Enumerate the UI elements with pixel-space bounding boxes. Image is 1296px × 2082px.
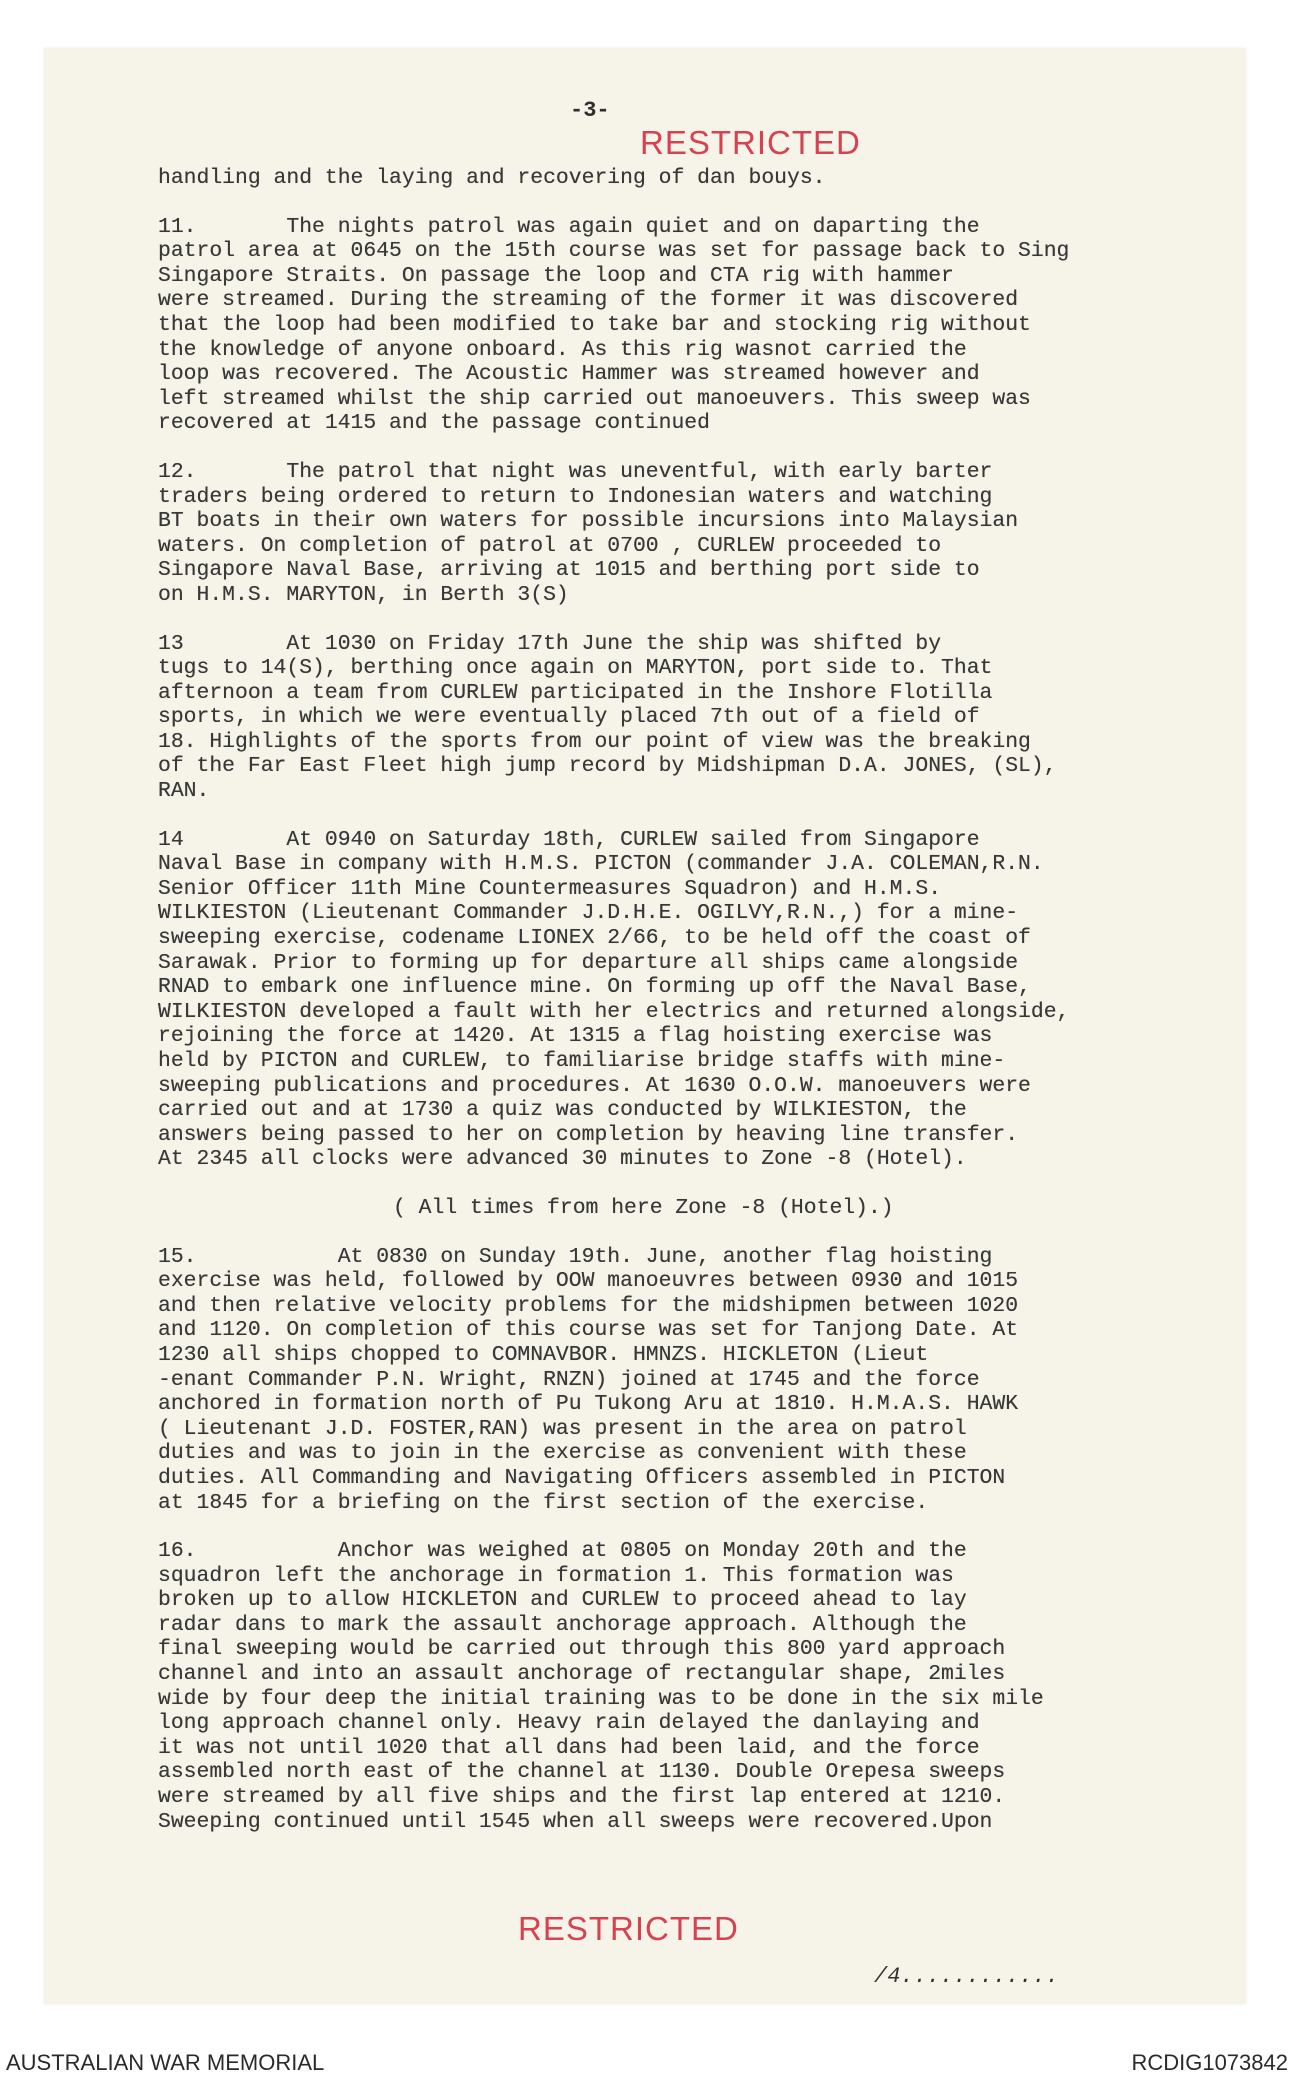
document-body: [158, 166, 1218, 1858]
paragraph-14: 14 At 0940 on Saturday 18th, CURLEW sailed from Singapore Naval Base in company with H.M.S. PICTON (commander J.A. COLEMAN,R.N. Senior Officer 11th Mine Countermeasures Squadron) and H.M.S. WILKIESTON (Lieutenant Commander J.D.H.E. OGILVY,R.N.,) for a mine- sweeping exercise, codename LIONEX 2/66, to be held off the coast of Sarawak. Prior to forming up for departure all ships came alongside RNAD to embark one influence mine. On forming up off the Naval Base, WILKIESTON developed a fault with her electrics and returned alongside, rejoining the force at 1420. At 1315 a flag hoisting exercise was held by PICTON and CURLEW, to familiarise bridge staffs with mine- sweeping publications and procedures. At 1630 O.O.W. manoeuvers were carried out and at 1730 a quiz was conducted by WILKIESTON, the answers being passed to her on completion by heaving line transfer. At 2345 all clocks were advanced 30 minutes to Zone -8 (Hotel).: [158, 827, 1070, 1172]
paragraph-16: 16. Anchor was weighed at 0805 on Monday 20th and the squadron left the anchorage in formation 1. This formation was broken up to allow HICKLETON and CURLEW to proceed ahead to lay radar dans to mark the assault anchorage approach. Although the final sweeping would be carried out through this 800 yard approach channel and into an assault anchorage of rectangular shape, 2miles wide by four deep the initial training was to be done in the six mile long approach channel only. Heavy rain delayed the danlaying and it was not until 1020 that all dans had been laid, and the force assembled north east of the channel at 1130. Double Orepesa sweeps were streamed by all five ships and the first lap entered at 1210. Sweeping continued until 1545 when all sweeps were recovered.Upon: [158, 1539, 1044, 1834]
continuation-marker: /4............: [874, 1964, 1059, 1989]
restricted-stamp-bottom: RESTRICTED: [518, 1910, 739, 1947]
paragraph-12: 12. The patrol that night was uneventful, with early barter traders being ordered to return to Indonesian waters and watching BT boats in their own waters for possible incursions into Malaysian waters. On completion of patrol at 0700 , CURLEW proceeded to Singapore Naval Base, arriving at 1015 and berthing port side to on H.M.S. MARYTON, in Berth 3(S): [158, 459, 1019, 607]
page-number: -3-: [570, 98, 610, 123]
footer-record-id: RCDIG1073842: [1131, 2050, 1288, 2075]
paragraph-11: 11. The nights patrol was again quiet and on daparting the patrol area at 0645 on the 15th course was set for passage back to Sing Singapore Straits. On passage the loop and CTA rig with hammer were streamed. During the streaming of the former it was discovered that the loop had been modified to take bar and stocking rig without the knowledge of anyone onboard. As this rig wasnot carried the loop was recovered. The Acoustic Hammer was streamed however and left streamed whilst the ship carried out manoeuvers. This sweep was recovered at 1415 and the passage continued: [158, 214, 1070, 436]
footer-archive-name: AUSTRALIAN WAR MEMORIAL: [6, 2050, 325, 2075]
paragraph-15: 15. At 0830 on Sunday 19th. June, another flag hoisting exercise was held, followed by OOW manoeuvres between 0930 and 1015 and then relative velocity problems for the midshipmen between 1020 and 1120. On completion of this course was set for Tanjong Date. At 1230 all ships chopped to COMNAVBOR. HMNZS. HICKLETON (Lieut -enant Commander P.N. Wright, RNZN) joined at 1745 and the force anchored in formation north of Pu Tukong Aru at 1810. H.M.A.S. HAWK ( Lieutenant J.D. FOSTER,RAN) was present in the area on patrol duties and was to join in the exercise as convenient with these duties. All Commanding and Navigating Officers assembled in PICTON at 1845 for a briefing on the first section of the exercise.: [158, 1244, 1019, 1515]
restricted-stamp-top: RESTRICTED: [640, 124, 861, 161]
time-zone-note: ( All times from here Zone -8 (Hotel).): [393, 1195, 894, 1220]
paragraph-intro: handling and the laying and recovering of dan bouys.: [158, 166, 826, 190]
paragraph-13: 13 At 1030 on Friday 17th June the ship was shifted by tugs to 14(S), berthing once again on MARYTON, port side to. That afternoon a team from CURLEW participated in the Inshore Flotilla sports, in which we were eventually placed 7th out of a field of 18. Highlights of the sports from our point of view was the breaking of the Far East Fleet high jump record by Midshipman D.A. JONES, (SL), RAN.: [158, 631, 1057, 804]
